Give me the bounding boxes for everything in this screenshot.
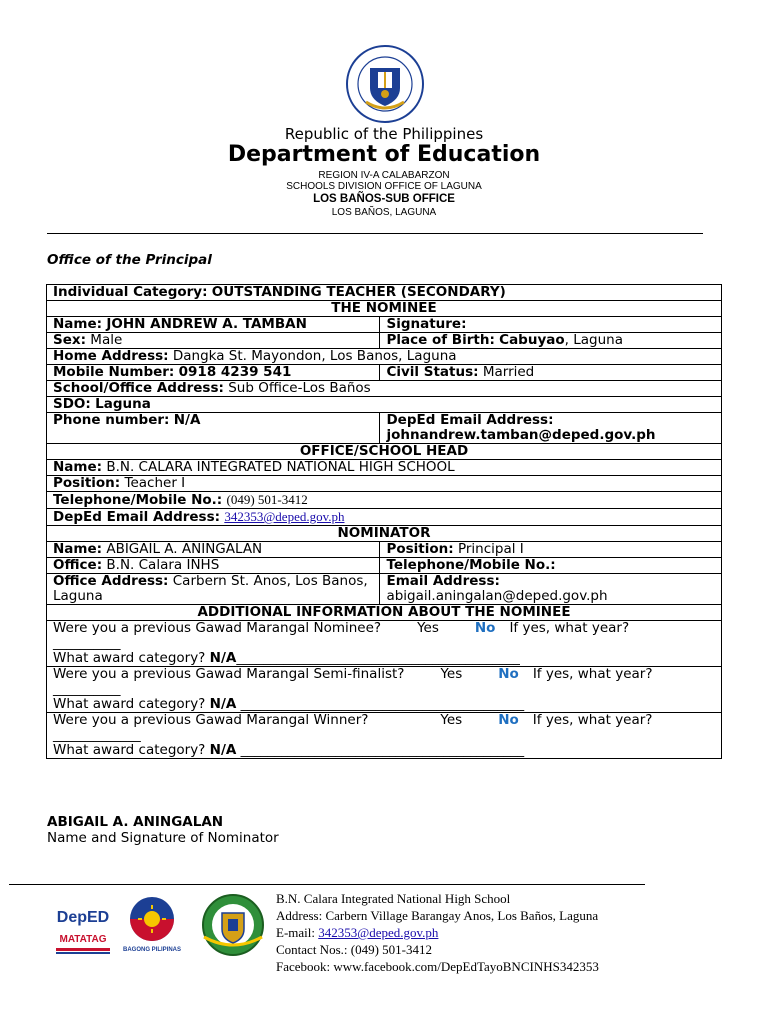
mobile-label: Mobile Number: bbox=[53, 364, 175, 380]
year-question: If yes, what year? bbox=[509, 620, 630, 636]
category-answer: N/A bbox=[209, 742, 237, 758]
nominator-name-label: Name: bbox=[53, 541, 103, 557]
table-row bbox=[47, 397, 722, 413]
footer-facebook[interactable]: Facebook: www.facebook.com/DepEdTayoBNCINHS342353 bbox=[276, 959, 599, 974]
section-school-head: OFFICE/SCHOOL HEAD bbox=[47, 444, 722, 460]
nominator-tel-label: Telephone/Mobile No.: bbox=[386, 557, 556, 573]
footer-address: Address: Carbern Village Barangay Anos, Los Baños, Laguna bbox=[276, 908, 599, 923]
category-question: What award category? bbox=[53, 742, 206, 758]
birth-province: , Laguna bbox=[564, 332, 623, 348]
question-row bbox=[47, 621, 722, 667]
head-name-value: B.N. CALARA INTEGRATED NATIONAL HIGH SCHOOL bbox=[106, 459, 455, 475]
nominee-name-label: Name: bbox=[53, 316, 103, 332]
category-answer: N/A bbox=[209, 696, 237, 712]
question-text: Were you a previous Gawad Marangal Winner? bbox=[53, 712, 369, 728]
footer-school-info bbox=[276, 890, 599, 975]
section-nominator: NOMINATOR bbox=[47, 526, 722, 542]
table-row bbox=[47, 574, 722, 605]
matatag-logo-text: MATATAG bbox=[59, 934, 107, 945]
footer-email-link[interactable]: 342353@deped.gov.ph bbox=[318, 925, 439, 940]
year-question: If yes, what year? bbox=[532, 712, 653, 728]
table-row bbox=[47, 413, 722, 444]
region-heading: REGION IV-A CALABARZON bbox=[318, 170, 450, 181]
nominator-office-label: Office: bbox=[53, 557, 103, 573]
no-option[interactable]: No bbox=[498, 712, 519, 728]
table-row bbox=[47, 542, 722, 558]
deped-matatag-logo bbox=[50, 898, 116, 958]
category-question: What award category? bbox=[53, 696, 206, 712]
nominator-name-value: ABIGAIL A. ANINGALAN bbox=[106, 541, 263, 557]
year-question: If yes, what year? bbox=[532, 666, 653, 682]
head-email-link[interactable]: 342353@deped.gov.ph bbox=[224, 509, 345, 524]
footer-school-name: B.N. Calara Integrated National High School bbox=[276, 891, 511, 906]
birth-label: Place of Birth: bbox=[386, 332, 495, 348]
phone-label: Phone number: bbox=[53, 412, 170, 428]
office-title: Office of the Principal bbox=[47, 252, 212, 268]
category-value: OUTSTANDING TEACHER (SECONDARY) bbox=[211, 284, 506, 300]
deped-seal-logo bbox=[337, 44, 433, 124]
nominator-signature-name: ABIGAIL A. ANINGALAN bbox=[47, 814, 224, 830]
nominator-email-label: Email Address: bbox=[386, 573, 500, 589]
civil-status-label: Civil Status: bbox=[386, 364, 479, 380]
category-question: What award category? bbox=[53, 650, 206, 666]
nominator-address-value: Carbern St. Anos, Los Banos, Laguna bbox=[53, 573, 368, 604]
head-name-label: Name: bbox=[53, 459, 103, 475]
table-row bbox=[47, 317, 722, 333]
sub-office-heading: LOS BAÑOS-SUB OFFICE bbox=[313, 193, 455, 205]
republic-heading: Republic of the Philippines bbox=[284, 125, 484, 143]
nominator-office-value: B.N. Calara INHS bbox=[106, 557, 220, 573]
table-row bbox=[47, 333, 722, 349]
head-tel-value: (049) 501-3412 bbox=[226, 492, 308, 507]
table-row bbox=[47, 509, 722, 526]
question-text: Were you a previous Gawad Marangal Semi-finalist? bbox=[53, 666, 405, 682]
signature-label: Signature: bbox=[386, 316, 467, 332]
footer-divider bbox=[9, 884, 645, 885]
year-blank[interactable]: __________ bbox=[53, 635, 121, 651]
division-heading: SCHOOLS DIVISION OFFICE OF LAGUNA bbox=[286, 181, 482, 192]
department-heading: Department of Education bbox=[227, 142, 541, 167]
year-blank[interactable]: _____________ bbox=[53, 727, 141, 743]
sdo-value: Laguna bbox=[95, 396, 151, 412]
nominee-email-value: johnandrew.tamban@deped.gov.ph bbox=[386, 427, 656, 443]
footer-email-label: E-mail: bbox=[276, 925, 315, 940]
table-row bbox=[47, 476, 722, 492]
home-address-label: Home Address: bbox=[53, 348, 169, 364]
nominee-name-value: JOHN ANDREW A. TAMBAN bbox=[106, 316, 307, 332]
nominee-email-label: DepEd Email Address: bbox=[386, 412, 554, 428]
mobile-value: 0918 4239 541 bbox=[178, 364, 292, 380]
bagong-logo-text: BAGONG PILIPINAS bbox=[122, 947, 182, 953]
question-row bbox=[47, 713, 722, 759]
category-blank[interactable]: __________________________________________ bbox=[240, 742, 525, 758]
school-address-label: School/Office Address: bbox=[53, 380, 224, 396]
table-row bbox=[47, 381, 722, 397]
category-label: Individual Category: bbox=[53, 284, 208, 300]
yes-option[interactable]: Yes bbox=[417, 620, 439, 636]
head-position-label: Position: bbox=[53, 475, 121, 491]
deped-logo-text: DepED bbox=[56, 909, 110, 926]
head-tel-label: Telephone/Mobile No.: bbox=[53, 492, 223, 508]
table-row bbox=[47, 365, 722, 381]
nominator-address-label: Office Address: bbox=[53, 573, 169, 589]
birth-city: Cabuyao bbox=[499, 332, 565, 348]
footer-contact: Contact Nos.: (049) 501-3412 bbox=[276, 942, 432, 957]
header-divider bbox=[47, 233, 703, 234]
question-row bbox=[47, 667, 722, 713]
category-answer: N/A bbox=[209, 650, 237, 666]
table-row bbox=[47, 492, 722, 509]
table-row bbox=[47, 349, 722, 365]
phone-value: N/A bbox=[173, 412, 201, 428]
no-option[interactable]: No bbox=[498, 666, 519, 682]
no-option[interactable]: No bbox=[474, 620, 496, 636]
sdo-label: SDO: bbox=[53, 396, 91, 412]
table-row bbox=[47, 558, 722, 574]
category-blank[interactable]: __________________________________________ bbox=[236, 650, 520, 666]
category-row bbox=[47, 285, 722, 301]
table-row bbox=[47, 460, 722, 476]
section-nominee: THE NOMINEE bbox=[47, 301, 722, 317]
school-seal-logo bbox=[198, 893, 268, 957]
yes-option[interactable]: Yes bbox=[440, 712, 463, 728]
school-address-value: Sub Office-Los Baños bbox=[228, 380, 371, 396]
nominator-signature-caption: Name and Signature of Nominator bbox=[47, 830, 279, 846]
yes-option[interactable]: Yes bbox=[440, 666, 463, 682]
bagong-pilipinas-logo bbox=[119, 893, 185, 955]
sex-label: Sex: bbox=[53, 332, 86, 348]
sex-value: Male bbox=[90, 332, 123, 348]
nominator-position-value: Principal I bbox=[457, 541, 524, 557]
nominator-position-label: Position: bbox=[386, 541, 454, 557]
head-position-value: Teacher I bbox=[124, 475, 186, 491]
location-heading: LOS BAÑOS, LAGUNA bbox=[331, 207, 437, 218]
year-blank[interactable]: __________ bbox=[53, 681, 121, 697]
civil-status-value: Married bbox=[482, 364, 535, 380]
nominator-email-value: abigail.aningalan@deped.gov.ph bbox=[386, 588, 608, 604]
section-additional-info: ADDITIONAL INFORMATION ABOUT THE NOMINEE bbox=[47, 605, 722, 621]
head-email-label: DepEd Email Address: bbox=[53, 509, 221, 525]
home-address-value: Dangka St. Mayondon, Los Banos, Laguna bbox=[172, 348, 457, 364]
category-blank[interactable]: __________________________________________ bbox=[240, 696, 525, 712]
nomination-form-table bbox=[46, 284, 722, 759]
question-text: Were you a previous Gawad Marangal Nominee? bbox=[53, 620, 382, 636]
